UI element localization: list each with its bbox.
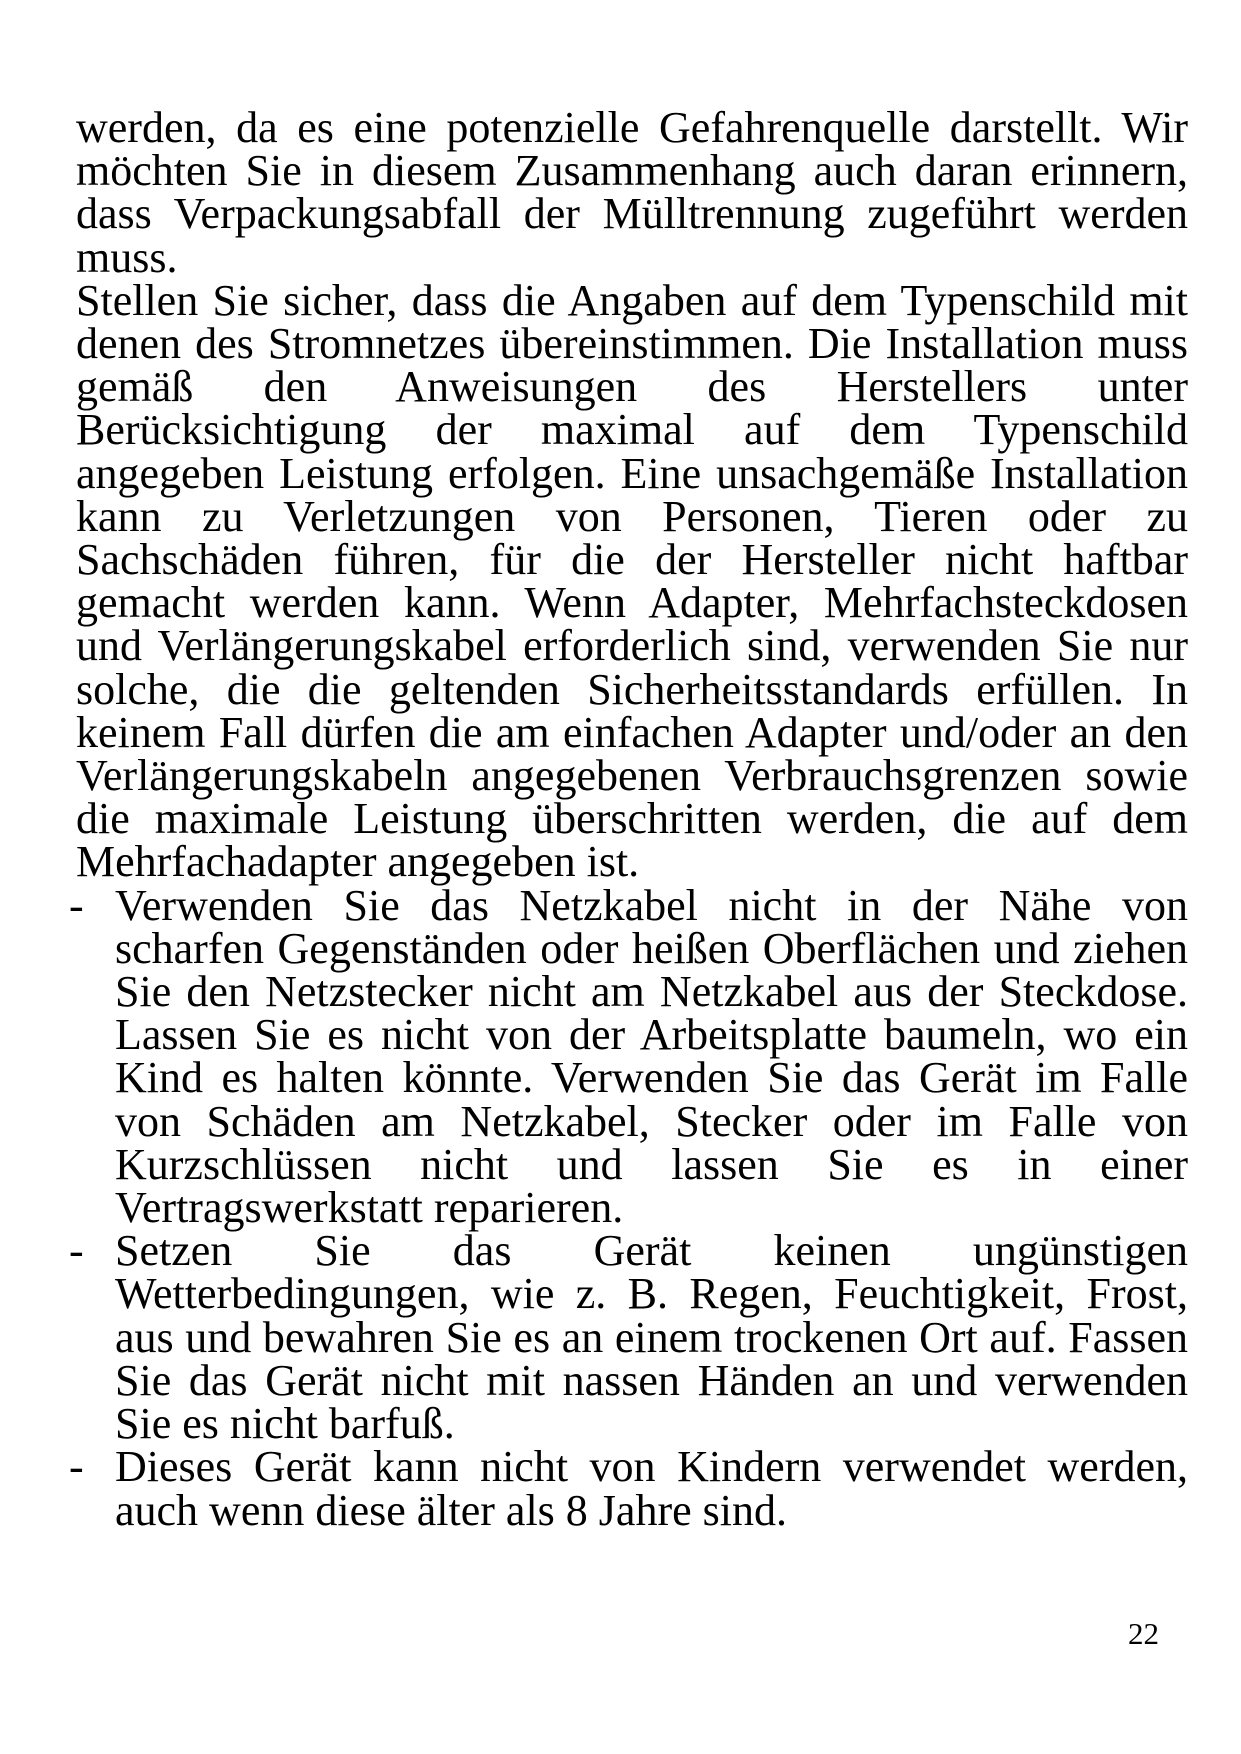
bullet-text-weather: Setzen Sie das Gerät keinen ungünstigen Wetterbedingungen, wie z. B. Regen, Feuchtigkeit, Frost, aus und bewahren Sie es an einem trockenen Ort auf. Fassen Sie das Gerät nicht mit nassen Händen an und verwenden Sie es nicht barfuß. <box>115 1226 1188 1449</box>
bullet-text-children: Dieses Gerät kann nicht von Kindern verwendet werden, auch wenn diese älter als 8 Jahre sind. <box>115 1442 1188 1535</box>
bullet-marker: - <box>69 880 84 930</box>
page-number: 22 <box>1128 1616 1159 1651</box>
safety-bullet-list <box>69 880 1188 1535</box>
list-item <box>69 1226 1188 1449</box>
list-item <box>69 880 1188 1233</box>
body-text <box>69 103 1188 1535</box>
bullet-text-power-cord: Verwenden Sie das Netzkabel nicht in der Nähe von scharfen Gegenständen oder heißen Oberflächen und ziehen Sie den Netzstecker nicht am Netzkabel aus der Steckdose. Lassen Sie es nicht von der Arbeitsplatte baumeln, wo ein Kind es halten könnte. Verwenden Sie das Gerät im Falle von Schäden am Netzkabel, Stecker oder im Falle von Kurzschlüssen nicht und lassen Sie es in einer Vertragswerkstatt reparieren. <box>115 880 1188 1233</box>
bullet-marker: - <box>69 1442 84 1492</box>
paragraph-installation: Stellen Sie sicher, dass die Angaben auf dem Typenschild mit denen des Stromnetzes übereinstimmen. Die Installation muss gemäß den Anweisungen des Herstellers unter Berücksichtigung der maximal auf dem Typenschild angegeben Leistung erfolgen. Eine unsachgemäße Installation kann zu Verletzungen von Personen, Tieren oder zu Sachschäden führen, für die der Hersteller nicht haftbar gemacht werden kann. Wenn Adapter, Mehrfachsteckdosen und Verlängerungskabel erforderlich sind, verwenden Sie nur solche, die die geltenden Sicherheitsstandards erfüllen. In keinem Fall dürfen die am einfachen Adapter und/oder an den Verlängerungskabeln angegebenen Verbrauchsgrenzen sowie die maximale Leistung überschritten werden, die auf dem Mehrfachadapter angegeben ist. <box>76 275 1188 887</box>
bullet-marker: - <box>69 1226 84 1276</box>
paragraph-packaging-disposal: werden, da es eine potenzielle Gefahrenquelle darstellt. Wir möchten Sie in diesem Zusammenhang auch daran erinnern, dass Verpackungsabfall der Mülltrennung zugeführt werden muss. <box>76 103 1188 282</box>
list-item <box>69 1442 1188 1535</box>
